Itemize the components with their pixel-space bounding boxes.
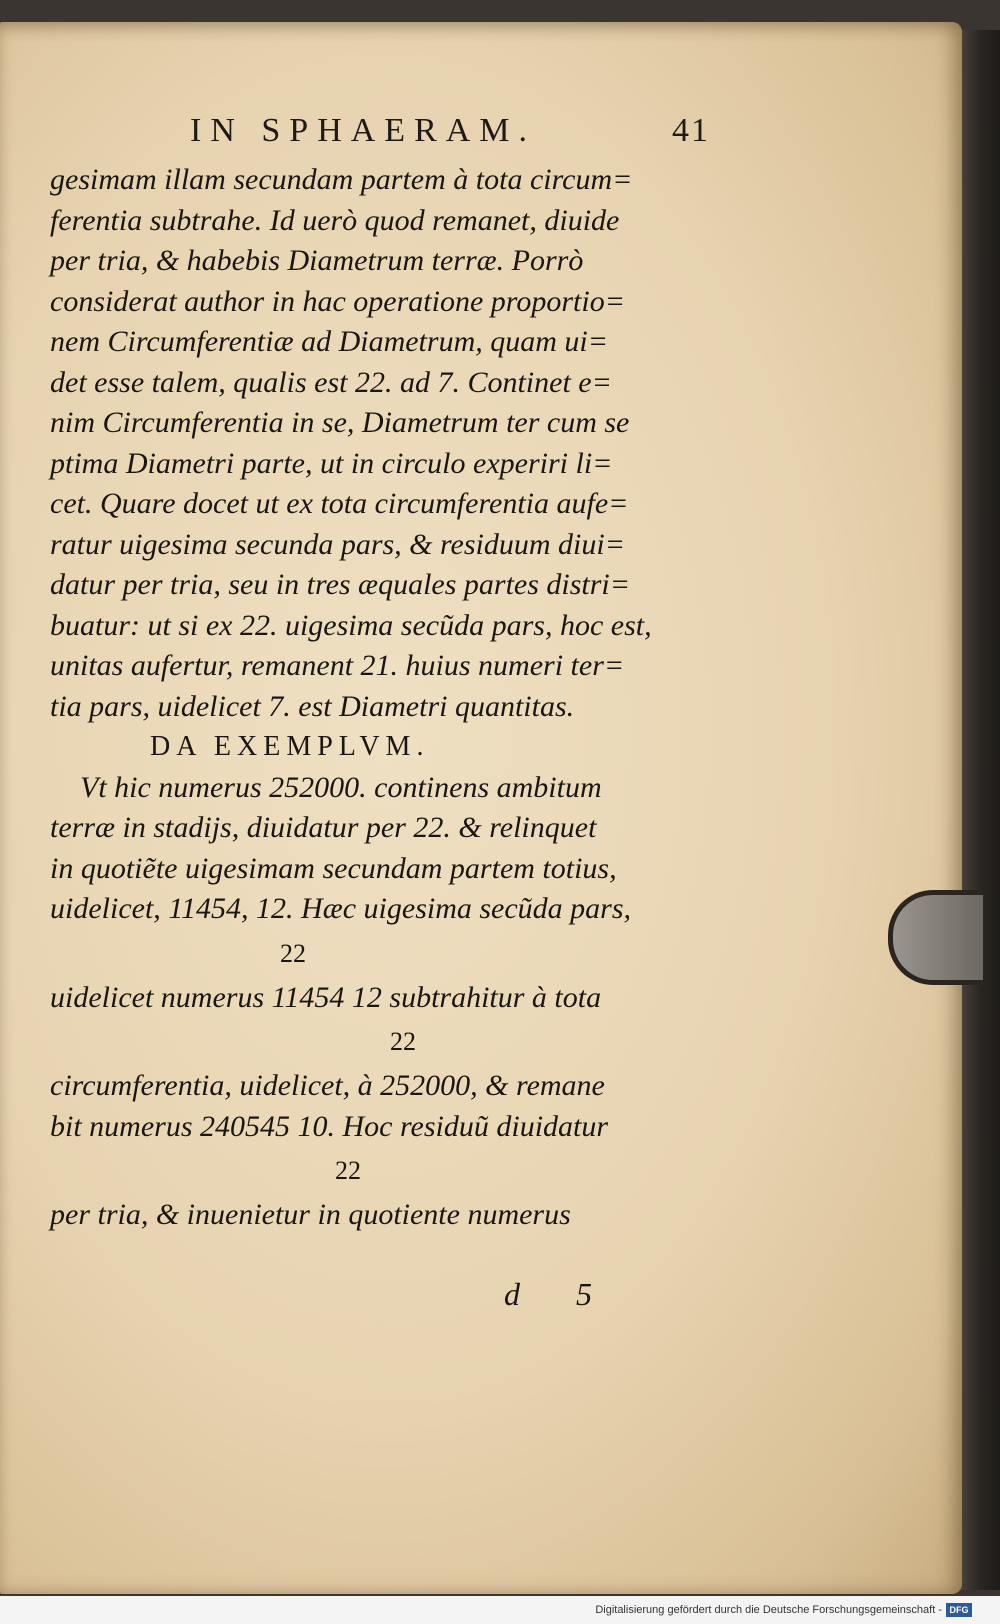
text-line: Vt hic numerus 252000. continens ambitum [80, 770, 602, 804]
text-line: ptima Diametri parte, ut in circulo experiri li= [50, 446, 613, 480]
text-line: ferentia subtrahe. Id uerò quod remanet, diuide [50, 203, 620, 237]
running-head [190, 112, 710, 162]
text-line: nem Circumferentiæ ad Diametrum, quam ui= [50, 325, 608, 358]
fraction-denominator: 22 [280, 938, 306, 968]
text-line: bit numerus 240545 10. Hoc residuũ diuidatur [50, 1109, 609, 1143]
text-block [50, 160, 690, 1236]
footer-bar [0, 1596, 1000, 1624]
signature-mark: d 5 [504, 1276, 616, 1312]
text-line: uidelicet numerus 11454 12 subtrahitur à tota [50, 980, 602, 1014]
book-clasp [888, 890, 983, 985]
text-line: buatur: ut si ex 22. uigesima secũda pars, hoc est, [50, 608, 652, 642]
text-line: nim Circumferentia in se, Diametrum ter cum se [50, 406, 630, 439]
footer-credit: Digitalisierung gefördert durch die Deutsche Forschungsgemeinschaft - [595, 1604, 942, 1616]
fraction-denominator: 22 [335, 1156, 361, 1185]
text-line: uidelicet, 11454, 12. Hæc uigesima secũda pars, [50, 892, 632, 925]
text-line: circumferentia, uidelicet, à 252000, & remane [50, 1069, 605, 1102]
text-line: datur per tria, seu in tres æquales partes distri= [50, 568, 630, 601]
text-line: cet. Quare docet ut ex tota circumferentia aufe= [50, 487, 629, 520]
page-number: 41 [672, 112, 710, 149]
running-title: IN SPHAERAM. [190, 112, 537, 149]
fraction-denominator: 22 [390, 1027, 416, 1056]
text-line: tia pars, uidelicet 7. est Diametri quantitas. [50, 689, 575, 723]
book-page [0, 22, 962, 1594]
text-line: ratur uigesima secunda pars, & residuum diui= [50, 527, 625, 561]
text-line: in quotiẽte uigesimam secundam partem totius, [50, 851, 617, 885]
text-line: considerat author in hac operatione proportio= [50, 284, 625, 318]
text-line: per tria, & habebis Diametrum terræ. Porrò [50, 244, 584, 277]
text-line: gesimam illam secundam partem à tota circum= [50, 163, 633, 196]
text-line: per tria, & inuenietur in quotiente numerus [50, 1198, 571, 1231]
section-heading: DA EXEMPLVM. [150, 731, 430, 762]
text-line: det esse talem, qualis est 22. ad 7. Continet e= [50, 365, 612, 399]
text-line: terræ in stadijs, diuidatur per 22. & relinquet [50, 811, 597, 844]
text-line: unitas aufertur, remanent 21. huius numeri ter= [50, 649, 625, 682]
dfg-logo: DFG [946, 1603, 972, 1617]
